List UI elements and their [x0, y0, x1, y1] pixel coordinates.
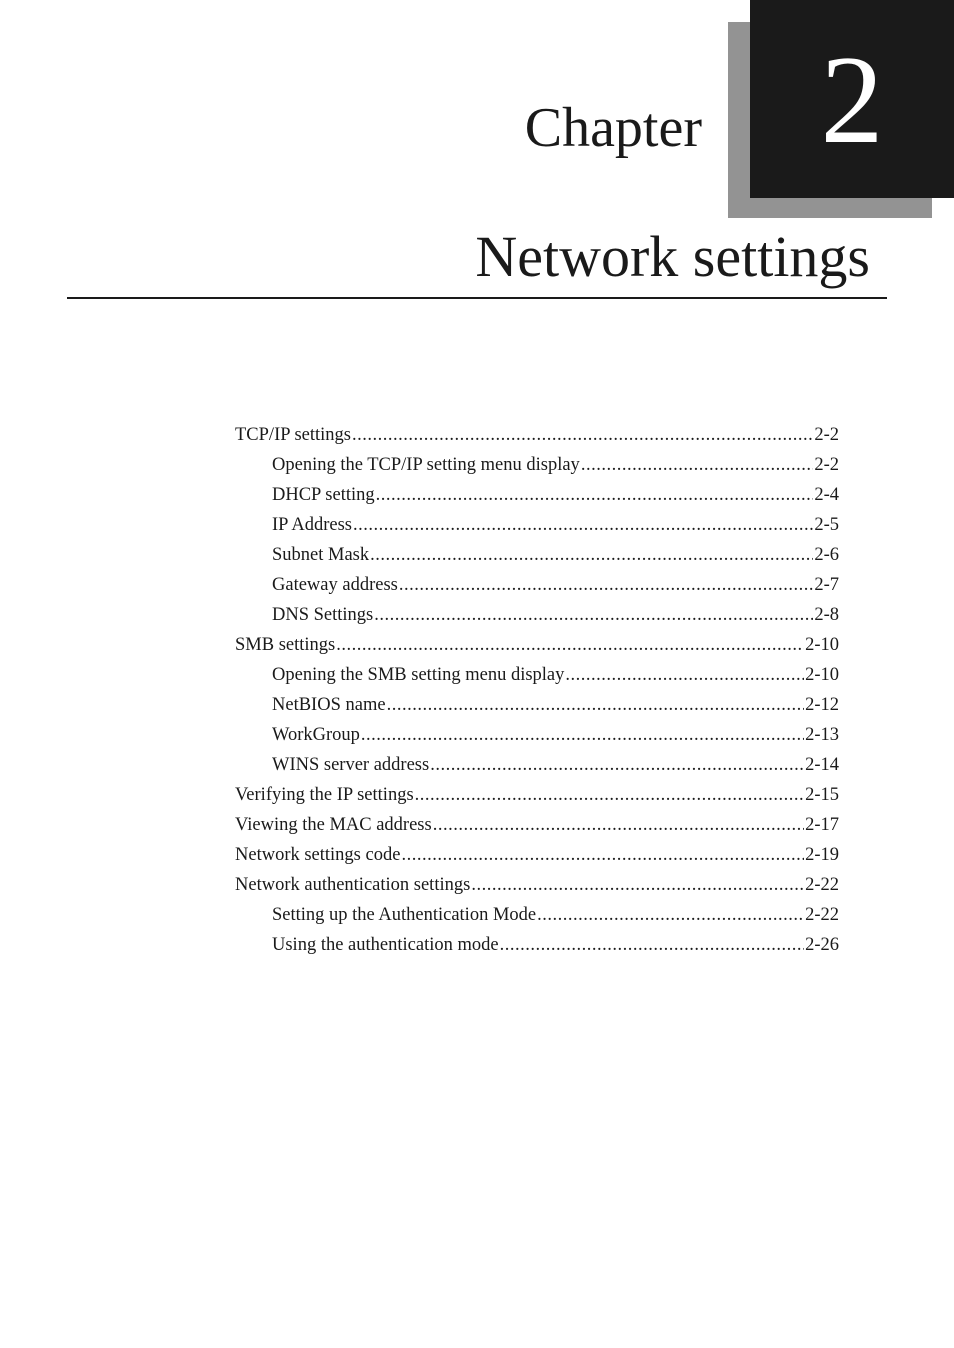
chapter-number: 2 — [820, 31, 884, 170]
toc-dot-leader — [433, 810, 804, 840]
toc-section-entry[interactable] — [235, 840, 839, 870]
toc-entry-label: SMB settings — [235, 635, 336, 655]
toc-entry-label: IP Address — [272, 515, 352, 535]
toc-entry-page: 2-26 — [805, 935, 839, 955]
toc-entry-page: 2-14 — [805, 755, 839, 775]
toc-entry-label: Opening the TCP/IP setting menu display — [272, 455, 580, 475]
toc-subsection-entry[interactable] — [235, 540, 839, 570]
toc-entry-page: 2-22 — [805, 905, 839, 925]
table-of-contents — [235, 420, 839, 960]
toc-entry-label: DHCP setting — [272, 485, 375, 505]
toc-entry-label: Setting up the Authentication Mode — [272, 905, 537, 925]
toc-subsection-entry[interactable] — [235, 450, 839, 480]
toc-entry-page: 2-2 — [814, 455, 839, 475]
toc-entry-label: Network settings code — [235, 845, 401, 865]
toc-dot-leader — [581, 450, 814, 480]
toc-dot-leader — [336, 630, 804, 660]
toc-entry-label: DNS Settings — [272, 605, 374, 625]
toc-entry-label: Viewing the MAC address — [235, 815, 432, 835]
toc-subsection-entry[interactable] — [235, 600, 839, 630]
toc-entry-page: 2-6 — [814, 545, 839, 565]
toc-entry-page: 2-4 — [814, 485, 839, 505]
toc-subsection-entry[interactable] — [235, 930, 839, 960]
toc-entry-label: Verifying the IP settings — [235, 785, 414, 805]
toc-entry-page: 2-13 — [805, 725, 839, 745]
toc-dot-leader — [374, 600, 813, 630]
toc-entry-page: 2-5 — [814, 515, 839, 535]
toc-subsection-entry[interactable] — [235, 570, 839, 600]
chapter-title: Network settings — [475, 224, 870, 289]
toc-subsection-entry[interactable] — [235, 660, 839, 690]
chapter-label: Chapter — [524, 97, 702, 159]
toc-dot-leader — [370, 540, 813, 570]
toc-dot-leader — [353, 510, 813, 540]
toc-entry-page: 2-10 — [805, 635, 839, 655]
toc-entry-page: 2-19 — [805, 845, 839, 865]
toc-dot-leader — [387, 690, 805, 720]
toc-section-entry[interactable] — [235, 780, 839, 810]
toc-entry-label: Gateway address — [272, 575, 398, 595]
toc-dot-leader — [415, 780, 804, 810]
toc-entry-page: 2-2 — [814, 425, 839, 445]
toc-dot-leader — [361, 720, 804, 750]
toc-entry-label: Opening the SMB setting menu display — [272, 665, 565, 685]
toc-subsection-entry[interactable] — [235, 510, 839, 540]
toc-dot-leader — [471, 870, 804, 900]
toc-entry-label: Using the authentication mode — [272, 935, 499, 955]
toc-subsection-entry[interactable] — [235, 720, 839, 750]
toc-entry-page: 2-15 — [805, 785, 839, 805]
toc-entry-page: 2-22 — [805, 875, 839, 895]
toc-entry-page: 2-12 — [805, 695, 839, 715]
toc-entry-label: WINS server address — [272, 755, 430, 775]
title-divider — [67, 297, 887, 299]
toc-subsection-entry[interactable] — [235, 750, 839, 780]
toc-entry-page: 2-7 — [814, 575, 839, 595]
toc-entry-label: WorkGroup — [272, 725, 360, 745]
toc-entry-label: NetBIOS name — [272, 695, 386, 715]
toc-dot-leader — [500, 930, 805, 960]
toc-section-entry[interactable] — [235, 870, 839, 900]
toc-entry-label: Network authentication settings — [235, 875, 471, 895]
toc-subsection-entry[interactable] — [235, 690, 839, 720]
toc-entry-page: 2-10 — [805, 665, 839, 685]
toc-entry-page: 2-8 — [814, 605, 839, 625]
toc-dot-leader — [430, 750, 804, 780]
toc-subsection-entry[interactable] — [235, 900, 839, 930]
toc-section-entry[interactable] — [235, 810, 839, 840]
toc-dot-leader — [376, 480, 814, 510]
toc-section-entry[interactable] — [235, 630, 839, 660]
toc-section-entry[interactable] — [235, 420, 839, 450]
toc-dot-leader — [352, 420, 813, 450]
toc-dot-leader — [401, 840, 804, 870]
toc-entry-page: 2-17 — [805, 815, 839, 835]
toc-entry-label: Subnet Mask — [272, 545, 370, 565]
toc-dot-leader — [565, 660, 804, 690]
toc-dot-leader — [399, 570, 813, 600]
toc-subsection-entry[interactable] — [235, 480, 839, 510]
toc-entry-label: TCP/IP settings — [235, 425, 351, 445]
toc-dot-leader — [537, 900, 804, 930]
